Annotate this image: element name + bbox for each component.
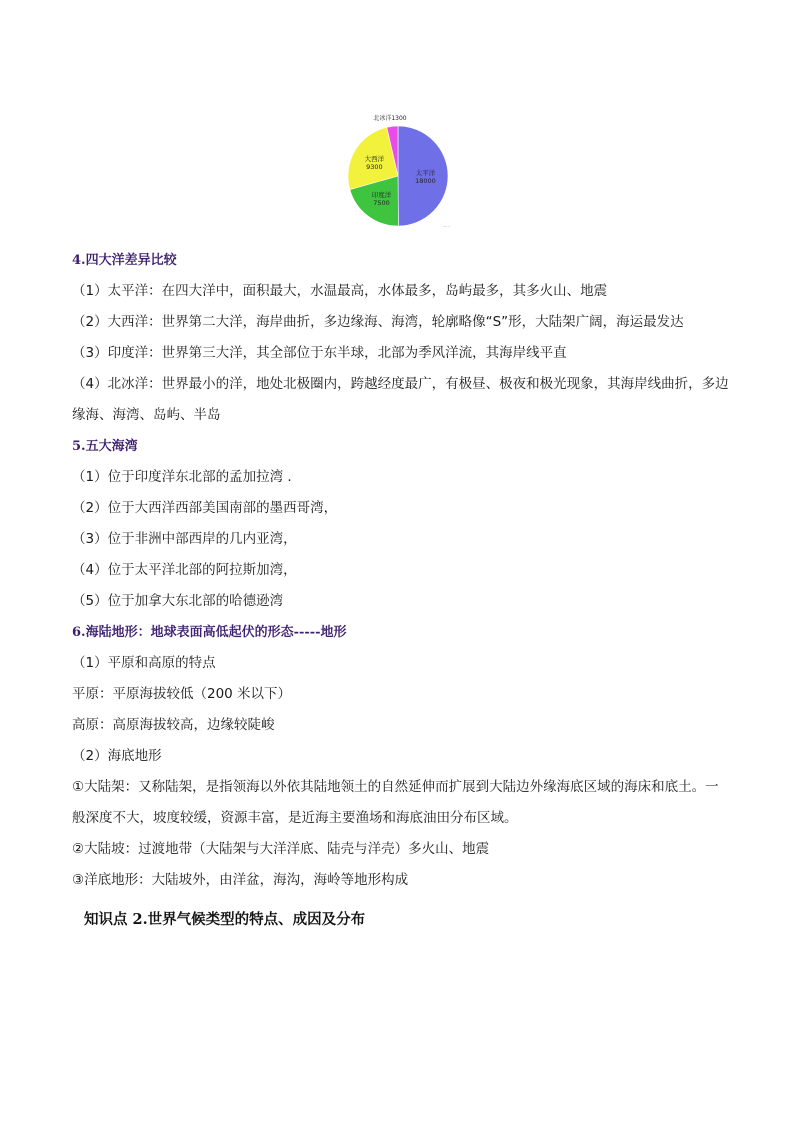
- heading-five-gulfs: 5.五大海湾: [72, 439, 138, 454]
- text-hudson-bay: （5）位于加拿大东北部的哈德逊湾: [72, 593, 284, 609]
- text-gulf-alaska: （4）位于太平洋北部的阿拉斯加湾，: [72, 562, 297, 578]
- text-indian: （3）印度洋：世界第三大洋，其全部位于东半球，北部为季风洋流，其海岸线平直: [72, 345, 567, 361]
- text-seafloor: （2）海底地形: [72, 748, 162, 764]
- text-arctic: （4）北冰洋：世界最小的洋，地处北极圈内，跨越经度最广，有极昼、极夜和极光现象，其海岸线曲折，多边缘海、海湾、岛屿、半岛: [72, 376, 729, 423]
- knowledge-point-title: 知识点 2.世界气候类型的特点、成因及分布: [84, 911, 366, 928]
- pie-label-2: 大西洋: [364, 154, 385, 163]
- text-gulf-guinea: （3）位于非洲中部西岸的几内亚湾，: [72, 531, 297, 547]
- pie-value-0: 18000: [415, 176, 436, 185]
- text-gulf-bengal: （1）位于印度洋东北部的孟加拉湾 .: [72, 469, 292, 485]
- pie-caption: ······: [442, 224, 450, 229]
- text-plateau: 高原：高原海拔较高，边缘较陡峻: [72, 717, 275, 733]
- text-atlantic: （2）大西洋：世界第二大洋，海岸曲折，多边缘海、海湾，轮廓略像“S”形，大陆架广阔，海运最发达: [72, 314, 684, 330]
- text-ocean-floor: ③洋底地形：大陆坡外，由洋盆，海沟，海岭等地形构成: [72, 872, 409, 888]
- document-body: [72, 245, 732, 896]
- heading-landforms: 6.海陆地形：地球表面高低起伏的形态-----地形: [72, 625, 347, 640]
- text-continental-slope: ②大陆坡：过渡地带（大陆架与大洋洋底、陆壳与洋壳）多火山、地震: [72, 841, 490, 857]
- heading-ocean-comparison: 4.四大洋差异比较: [72, 253, 177, 268]
- ocean-area-pie-chart: [338, 112, 460, 230]
- text-continental-shelf: ①大陆架：又称陆架，是指领海以外依其陆地领土的自然延伸而扩展到大陆边外缘海底区域的海床和底土。一般深度不大，坡度较缓，资源丰富，是近海主要渔场和海底油田分布区域。: [72, 779, 719, 826]
- pie-value-1: 7500: [373, 198, 390, 207]
- pie-label-0: 太平洋: [415, 168, 436, 177]
- pie-label-1: 印度洋: [371, 190, 392, 199]
- text-plain: 平原：平原海拔较低（200 米以下）: [72, 686, 292, 702]
- pie-svg: [338, 112, 460, 230]
- text-pacific: （1）太平洋：在四大洋中，面积最大，水温最高，水体最多，岛屿最多，其多火山、地震: [72, 283, 608, 299]
- pie-label-3: 北冰洋1300: [373, 115, 407, 122]
- pie-value-2: 9300: [366, 162, 383, 171]
- text-gulf-mexico: （2）位于大西洋西部美国南部的墨西哥湾，: [72, 500, 338, 516]
- text-plain-plateau: （1）平原和高原的特点: [72, 655, 216, 671]
